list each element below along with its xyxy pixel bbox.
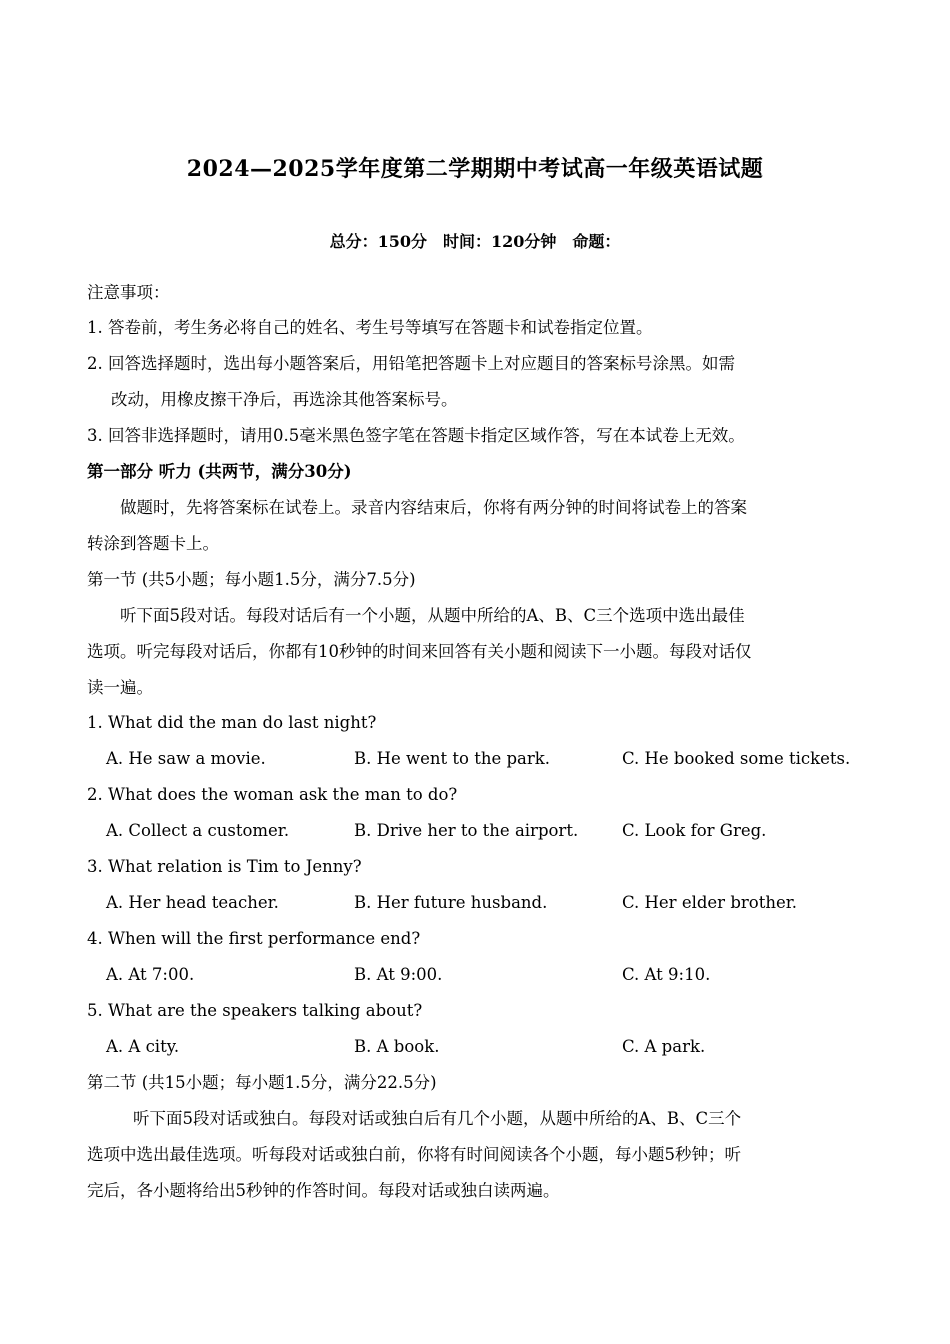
section2-heading: 第二节 (共15小题；每小题1.5分，满分22.5分) xyxy=(87,1073,437,1092)
section1-heading: 第一节 (共5小题；每小题1.5分，满分7.5分) xyxy=(87,570,416,589)
section1-intro-3: 读一遍。 xyxy=(87,678,153,697)
notice-item-2: 2. 回答选择题时，选出每小题答案后，用铅笔把答题卡上对应题目的答案标号涂黑。如需 xyxy=(87,354,735,373)
section2-intro-2: 选项中选出最佳选项。听每段对话或独白前，你将有时间阅读各个小题，每小题5秒钟；听 xyxy=(87,1145,741,1164)
question-4-option-c: C. At 9:10. xyxy=(622,965,711,984)
question-2-option-b: B. Drive her to the airport. xyxy=(354,821,579,840)
question-5-option-b: B. A book. xyxy=(354,1037,440,1056)
part1-intro-1: 做题时，先将答案标在试卷上。录音内容结束后，你将有两分钟的时间将试卷上的答案 xyxy=(120,498,747,517)
question-4-option-a: A. At 7:00. xyxy=(106,965,195,984)
question-3: 3. What relation is Tim to Jenny? xyxy=(87,857,362,876)
part1-intro-2: 转涂到答题卡上。 xyxy=(87,534,219,553)
question-1: 1. What did the man do last night? xyxy=(87,713,377,732)
question-5-option-a: A. A city. xyxy=(106,1037,180,1056)
question-2-option-c: C. Look for Greg. xyxy=(622,821,767,840)
question-3-option-b: B. Her future husband. xyxy=(354,893,548,912)
exam-meta: 总分：150分 时间：120分钟 命题： xyxy=(329,232,621,251)
question-3-option-a: A. Her head teacher. xyxy=(106,893,279,912)
section2-intro-3: 完后，各小题将给出5秒钟的作答时间。每段对话或独白读两遍。 xyxy=(87,1181,560,1200)
notice-item-1: 1. 答卷前，考生务必将自己的姓名、考生号等填写在答题卡和试卷指定位置。 xyxy=(87,318,653,337)
section1-intro-2: 选项。听完每段对话后，你都有10秒钟的时间来回答有关小题和阅读下一小题。每段对话仅 xyxy=(87,642,752,661)
question-1-option-c: C. He booked some tickets. xyxy=(622,749,851,768)
question-5-option-c: C. A park. xyxy=(622,1037,706,1056)
question-2: 2. What does the woman ask the man to do? xyxy=(87,785,458,804)
question-5: 5. What are the speakers talking about? xyxy=(87,1001,423,1020)
question-1-option-b: B. He went to the park. xyxy=(354,749,551,768)
question-4: 4. When will the first performance end? xyxy=(87,929,421,948)
question-4-option-b: B. At 9:00. xyxy=(354,965,443,984)
section1-intro-1: 听下面5段对话。每段对话后有一个小题，从题中所给的A、B、C三个选项中选出最佳 xyxy=(120,606,745,625)
question-2-option-a: A. Collect a customer. xyxy=(106,821,290,840)
section2-intro-1: 听下面5段对话或独白。每段对话或独白后有几个小题，从题中所给的A、B、C三个 xyxy=(133,1109,742,1128)
notice-heading: 注意事项： xyxy=(87,283,170,302)
question-3-option-c: C. Her elder brother. xyxy=(622,893,798,912)
question-1-option-a: A. He saw a movie. xyxy=(106,749,266,768)
notice-item-3: 3. 回答非选择题时，请用0.5毫米黑色签字笔在答题卡指定区域作答，写在本试卷上无效。 xyxy=(87,426,745,445)
part1-heading: 第一部分 听力 (共两节，满分30分) xyxy=(87,462,352,481)
notice-item-2-cont: 改动，用橡皮擦干净后，再选涂其他答案标号。 xyxy=(111,390,458,409)
exam-title: 2024—2025学年度第二学期期中考试高一年级英语试题 xyxy=(186,156,764,182)
